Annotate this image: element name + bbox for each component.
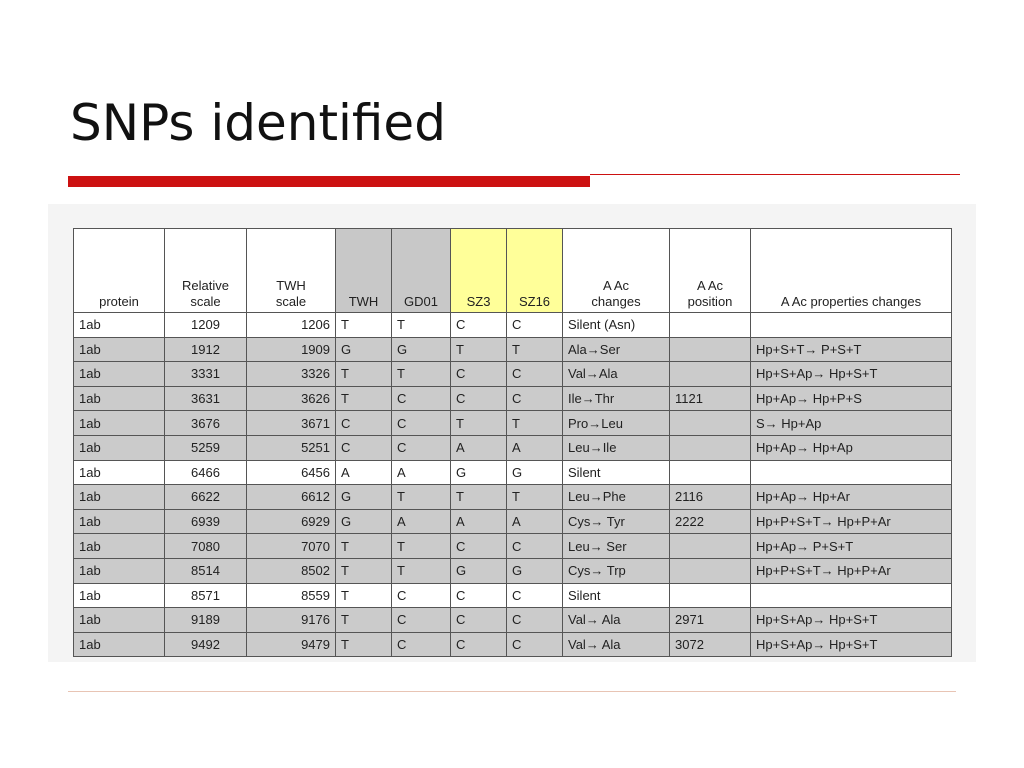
cell-aac-properties-change: Hp+Ap→ Hp+P+S [751, 386, 952, 411]
table-row [74, 509, 952, 534]
table-row [74, 534, 952, 559]
cell-twh: T [336, 386, 392, 411]
cell-twh-scale: 1909 [247, 337, 336, 362]
cell-sz16: G [507, 460, 563, 485]
cell-gd01: C [392, 386, 451, 411]
cell-twh: G [336, 509, 392, 534]
cell-twh: A [336, 460, 392, 485]
table-row [74, 386, 952, 411]
cell-gd01: C [392, 583, 451, 608]
footer-rule [68, 691, 956, 692]
cell-twh-scale: 8502 [247, 558, 336, 583]
cell-relative-scale: 8571 [165, 583, 247, 608]
cell-relative-scale: 9492 [165, 632, 247, 657]
cell-protein: 1ab [74, 485, 165, 510]
cell-gd01: C [392, 632, 451, 657]
cell-twh: T [336, 632, 392, 657]
table-row [74, 411, 952, 436]
cell-sz3: C [451, 583, 507, 608]
cell-aac-change: Pro→Leu [563, 411, 670, 436]
cell-sz16: C [507, 534, 563, 559]
cell-sz3: T [451, 411, 507, 436]
cell-protein: 1ab [74, 583, 165, 608]
cell-twh: C [336, 435, 392, 460]
cell-aac-change: Leu→Ile [563, 435, 670, 460]
cell-protein: 1ab [74, 608, 165, 633]
cell-protein: 1ab [74, 509, 165, 534]
cell-aac-properties-change [751, 460, 952, 485]
cell-gd01: C [392, 608, 451, 633]
cell-twh-scale: 9176 [247, 608, 336, 633]
header-twh-scale: TWH scale [247, 229, 336, 313]
cell-relative-scale: 9189 [165, 608, 247, 633]
cell-sz16: C [507, 313, 563, 338]
cell-aac-properties-change: Hp+P+S+T→ Hp+P+Ar [751, 509, 952, 534]
cell-aac-change: Ile→Thr [563, 386, 670, 411]
cell-gd01: T [392, 534, 451, 559]
cell-aac-change: Cys→ Trp [563, 558, 670, 583]
cell-aac-properties-change: Hp+Ap→ Hp+Ap [751, 435, 952, 460]
cell-gd01: C [392, 411, 451, 436]
cell-sz3: G [451, 460, 507, 485]
cell-sz3: T [451, 485, 507, 510]
cell-aac-change: Silent (Asn) [563, 313, 670, 338]
cell-gd01: G [392, 337, 451, 362]
cell-relative-scale: 7080 [165, 534, 247, 559]
cell-twh-scale: 1206 [247, 313, 336, 338]
cell-aac-properties-change: S→ Hp+Ap [751, 411, 952, 436]
title-underline-thick [68, 176, 590, 187]
cell-sz3: G [451, 558, 507, 583]
header-aac-properties-changes: A Ac properties changes [751, 229, 952, 313]
cell-protein: 1ab [74, 435, 165, 460]
header-twh: TWH [336, 229, 392, 313]
cell-aac-change: Val→Ala [563, 362, 670, 387]
cell-aac-change: Leu→Phe [563, 485, 670, 510]
cell-twh-scale: 6612 [247, 485, 336, 510]
cell-twh: G [336, 485, 392, 510]
cell-twh: T [336, 362, 392, 387]
table-row [74, 558, 952, 583]
cell-sz3: A [451, 435, 507, 460]
table-row [74, 632, 952, 657]
cell-aac-position [670, 411, 751, 436]
cell-sz16: C [507, 583, 563, 608]
cell-twh: T [336, 534, 392, 559]
cell-twh: T [336, 583, 392, 608]
cell-aac-position: 2971 [670, 608, 751, 633]
cell-aac-properties-change: Hp+Ap→ Hp+Ar [751, 485, 952, 510]
cell-aac-position [670, 534, 751, 559]
cell-sz16: T [507, 485, 563, 510]
header-sz16: SZ16 [507, 229, 563, 313]
snp-table [73, 228, 952, 657]
cell-aac-change: Leu→ Ser [563, 534, 670, 559]
cell-sz16: C [507, 608, 563, 633]
title-underline-thin [590, 174, 960, 175]
cell-twh-scale: 3671 [247, 411, 336, 436]
cell-aac-properties-change [751, 313, 952, 338]
cell-aac-change: Cys→ Tyr [563, 509, 670, 534]
cell-aac-properties-change: Hp+S+Ap→ Hp+S+T [751, 362, 952, 387]
cell-protein: 1ab [74, 313, 165, 338]
cell-twh-scale: 6456 [247, 460, 336, 485]
cell-sz16: C [507, 386, 563, 411]
cell-aac-position [670, 337, 751, 362]
table-header-row [74, 229, 952, 313]
cell-sz3: C [451, 632, 507, 657]
table-body [74, 313, 952, 657]
cell-aac-position: 2116 [670, 485, 751, 510]
cell-twh: G [336, 337, 392, 362]
table-row [74, 485, 952, 510]
cell-twh: T [336, 558, 392, 583]
cell-sz16: A [507, 509, 563, 534]
cell-aac-properties-change [751, 583, 952, 608]
cell-aac-position [670, 435, 751, 460]
cell-protein: 1ab [74, 460, 165, 485]
cell-sz3: C [451, 534, 507, 559]
cell-aac-properties-change: Hp+Ap→ P+S+T [751, 534, 952, 559]
cell-sz3: C [451, 313, 507, 338]
cell-gd01: A [392, 460, 451, 485]
cell-twh: T [336, 313, 392, 338]
cell-aac-change: Silent [563, 460, 670, 485]
cell-relative-scale: 8514 [165, 558, 247, 583]
cell-aac-position: 2222 [670, 509, 751, 534]
header-gd01: GD01 [392, 229, 451, 313]
table-row [74, 460, 952, 485]
cell-relative-scale: 3631 [165, 386, 247, 411]
table-row [74, 435, 952, 460]
header-relative-scale: Relative scale [165, 229, 247, 313]
cell-aac-change: Val→ Ala [563, 632, 670, 657]
cell-sz3: C [451, 608, 507, 633]
cell-aac-position: 3072 [670, 632, 751, 657]
cell-relative-scale: 5259 [165, 435, 247, 460]
table-row [74, 337, 952, 362]
cell-twh-scale: 9479 [247, 632, 336, 657]
cell-aac-properties-change: Hp+S+T→ P+S+T [751, 337, 952, 362]
header-sz3: SZ3 [451, 229, 507, 313]
cell-aac-position [670, 460, 751, 485]
cell-gd01: T [392, 313, 451, 338]
cell-sz16: G [507, 558, 563, 583]
cell-relative-scale: 1209 [165, 313, 247, 338]
slide-title: SNPs identified [70, 94, 446, 152]
cell-gd01: T [392, 362, 451, 387]
cell-twh-scale: 6929 [247, 509, 336, 534]
cell-twh-scale: 5251 [247, 435, 336, 460]
cell-sz16: C [507, 632, 563, 657]
table-row [74, 313, 952, 338]
cell-aac-position: 1121 [670, 386, 751, 411]
cell-protein: 1ab [74, 534, 165, 559]
cell-sz3: C [451, 386, 507, 411]
cell-relative-scale: 6622 [165, 485, 247, 510]
cell-protein: 1ab [74, 411, 165, 436]
cell-sz3: A [451, 509, 507, 534]
cell-aac-change: Silent [563, 583, 670, 608]
header-protein: protein [74, 229, 165, 313]
cell-aac-properties-change: Hp+S+Ap→ Hp+S+T [751, 608, 952, 633]
cell-protein: 1ab [74, 558, 165, 583]
cell-aac-properties-change: Hp+P+S+T→ Hp+P+Ar [751, 558, 952, 583]
cell-aac-properties-change: Hp+S+Ap→ Hp+S+T [751, 632, 952, 657]
cell-aac-position [670, 583, 751, 608]
cell-twh: C [336, 411, 392, 436]
cell-sz16: A [507, 435, 563, 460]
cell-aac-position [670, 313, 751, 338]
cell-twh-scale: 3326 [247, 362, 336, 387]
cell-gd01: A [392, 509, 451, 534]
cell-aac-position [670, 362, 751, 387]
cell-relative-scale: 6466 [165, 460, 247, 485]
cell-twh-scale: 7070 [247, 534, 336, 559]
cell-relative-scale: 1912 [165, 337, 247, 362]
cell-protein: 1ab [74, 386, 165, 411]
header-aac-changes: A Ac changes [563, 229, 670, 313]
cell-aac-change: Ala→Ser [563, 337, 670, 362]
cell-gd01: T [392, 485, 451, 510]
cell-sz3: C [451, 362, 507, 387]
cell-aac-position [670, 558, 751, 583]
table-row [74, 583, 952, 608]
cell-protein: 1ab [74, 337, 165, 362]
cell-relative-scale: 6939 [165, 509, 247, 534]
cell-relative-scale: 3676 [165, 411, 247, 436]
cell-relative-scale: 3331 [165, 362, 247, 387]
cell-twh-scale: 3626 [247, 386, 336, 411]
cell-aac-change: Val→ Ala [563, 608, 670, 633]
cell-twh: T [336, 608, 392, 633]
cell-sz16: C [507, 362, 563, 387]
header-aac-position: A Ac position [670, 229, 751, 313]
cell-sz3: T [451, 337, 507, 362]
table-row [74, 362, 952, 387]
cell-sz16: T [507, 337, 563, 362]
cell-twh-scale: 8559 [247, 583, 336, 608]
cell-protein: 1ab [74, 362, 165, 387]
cell-gd01: T [392, 558, 451, 583]
cell-sz16: T [507, 411, 563, 436]
cell-protein: 1ab [74, 632, 165, 657]
table-row [74, 608, 952, 633]
cell-gd01: C [392, 435, 451, 460]
